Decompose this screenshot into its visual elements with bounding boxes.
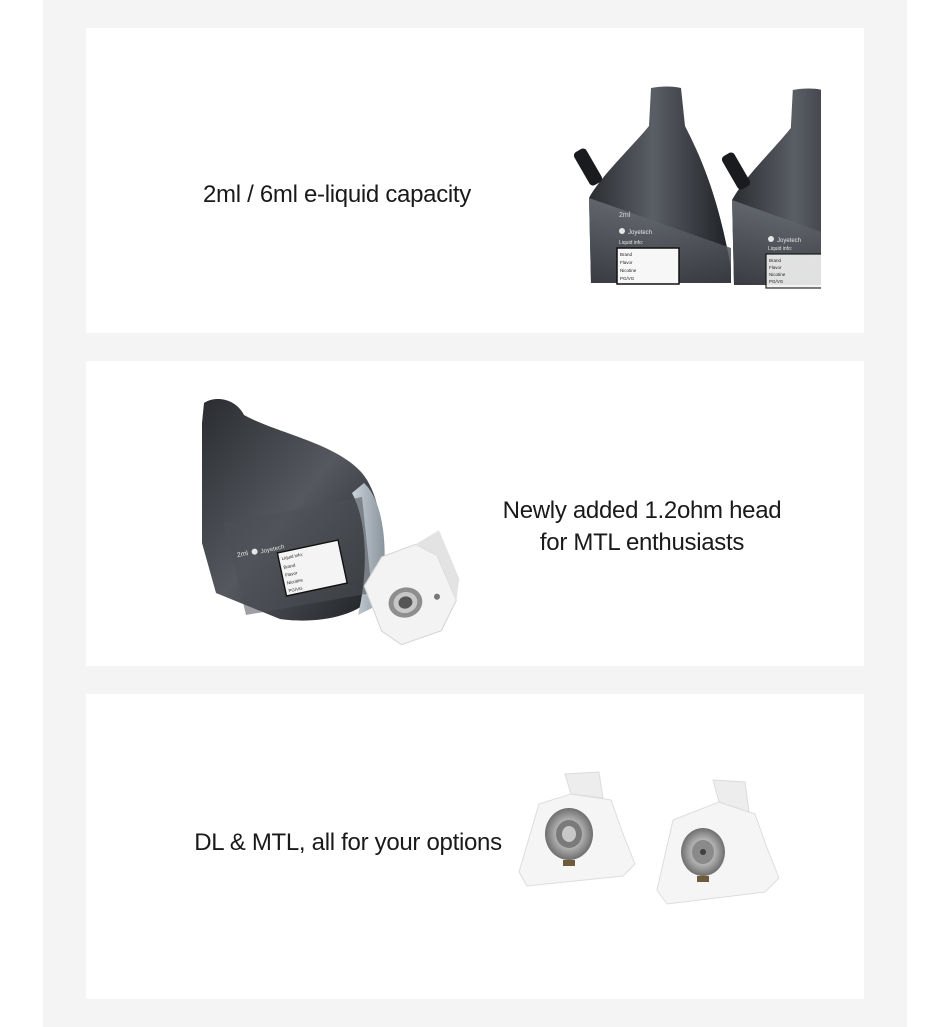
feature-caption-capacity: 2ml / 6ml e-liquid capacity	[202, 181, 471, 208]
feature-panel-dl-mtl	[86, 694, 864, 999]
pod-volume-label: 2ml	[619, 212, 631, 219]
label-field: Nicotine	[620, 268, 637, 273]
feature-panel-mtl-head	[86, 361, 864, 666]
pod-cartridge	[572, 87, 731, 285]
label-field: Flavor	[620, 260, 633, 265]
feature-caption-dl-mtl: DL & MTL, all for your options	[194, 829, 502, 856]
label-field: Brand	[769, 258, 782, 263]
pod-brand-label: Joyetech	[777, 238, 802, 244]
label-field: Brand	[283, 562, 296, 570]
feature-panel-capacity	[86, 28, 864, 333]
label-card-title: Liquid info:	[619, 240, 644, 246]
pod-cartridge	[202, 399, 385, 621]
coil-head-mtl	[657, 780, 779, 904]
two-pod-cartridges-icon	[491, 78, 821, 298]
coil-head-dl	[519, 772, 635, 886]
feature-caption-mtl-head	[481, 495, 803, 559]
label-field: PG/VG	[620, 276, 635, 281]
caption-line: for MTL enthusiasts	[539, 529, 745, 556]
pod-volume-label: 2ml	[236, 550, 249, 560]
pod-cartridge	[720, 89, 821, 289]
pod-brand-label: Joyetech	[260, 544, 285, 556]
label-field: Brand	[620, 252, 633, 257]
label-field: Flavor	[769, 265, 782, 270]
two-coil-heads-icon	[511, 764, 811, 924]
pod-brand-label: Joyetech	[628, 230, 653, 236]
label-field: PG/VG	[287, 585, 303, 594]
label-field: PG/VG	[769, 279, 784, 284]
label-field: Nicotine	[769, 272, 786, 277]
pod-with-coil-head-icon	[186, 393, 476, 648]
label-field: Flavor	[284, 570, 298, 578]
label-card-title: Liquid info:	[768, 246, 793, 252]
label-field: Nicotine	[286, 577, 304, 586]
caption-line: Newly added 1.2ohm head	[502, 497, 782, 524]
label-card-title: Liquid info:	[281, 551, 304, 562]
